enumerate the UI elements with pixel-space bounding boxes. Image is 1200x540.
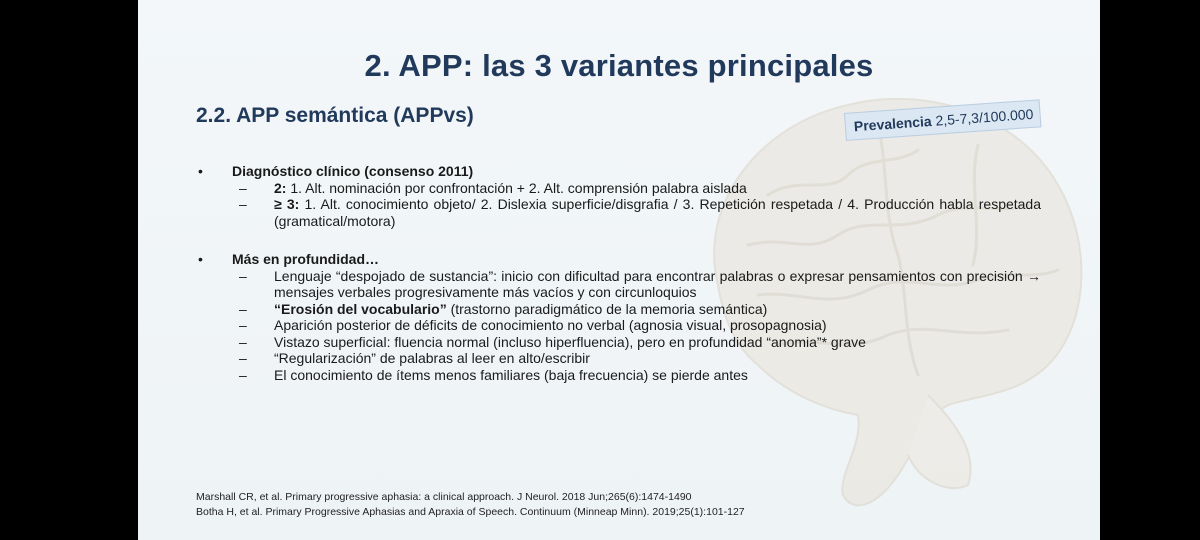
- dash-mark: –: [239, 300, 247, 317]
- dash-mark: –: [239, 333, 247, 350]
- sub-bullet-text: (trastorno paradigmático de la memoria semántica): [450, 300, 768, 317]
- references: [196, 490, 745, 520]
- dash-mark: –: [239, 350, 247, 366]
- sub-bullet: [196, 301, 1041, 318]
- bullet-profundidad: [196, 251, 1041, 268]
- section-subtitle: 2.2. APP semántica (APPvs): [196, 104, 474, 127]
- bullet-mark: •: [198, 163, 203, 179]
- prevalence-label: Prevalencia: [853, 112, 933, 135]
- sub-bullet-lead: ≥ 3:: [274, 196, 300, 212]
- sub-bullet: [196, 268, 1041, 301]
- sub-bullet-text: Vistazo superficial: fluencia normal (incluso hiperfluencia), pero en profundidad “anomia”* grave: [274, 333, 866, 350]
- sub-bullet: [196, 196, 1041, 229]
- sub-bullet-text: Aparición posterior de déficits de conocimiento no verbal (agnosia visual, prosopagnosia): [274, 317, 827, 333]
- dash-mark: –: [239, 317, 247, 333]
- bullet-heading: Más en profundidad…: [232, 251, 379, 267]
- sub-bullet-text: El conocimiento de ítems menos familiares (baja frecuencia) se pierde antes: [274, 366, 748, 383]
- dash-mark: –: [239, 267, 247, 284]
- dash-mark: –: [239, 196, 247, 212]
- sub-bullet: [196, 367, 1041, 384]
- sub-bullet-text-cont: mensajes verbales progresivamente más vacíos y con circunloquios: [274, 284, 697, 300]
- reference-item: Botha H, et al. Primary Progressive Aphasias and Apraxia of Speech. Continuum (Minneap Minn). 2019;25(1):101-127: [196, 506, 745, 518]
- sub-bullet: [196, 334, 1041, 351]
- arrow-icon: →: [1027, 267, 1042, 284]
- sub-bullet-text: Lenguaje “despojado de sustancia”: inicio con dificultad para encontrar palabras o expresar pensamientos con precisión: [274, 267, 1023, 284]
- reference-item: Marshall CR, et al. Primary progressive aphasia: a clinical approach. J Neurol. 2018 Jun;265(6):1474-1490: [196, 491, 692, 503]
- sub-bullet-lead: “Erosión del vocabulario”: [274, 300, 447, 317]
- prevalence-value: 2,5-7,3/100.000: [934, 105, 1034, 129]
- sub-bullet: [196, 317, 1041, 334]
- sub-bullet: [196, 350, 1041, 367]
- sub-bullet-text: “Regularización” de palabras al leer en alto/escribir: [274, 350, 590, 366]
- sub-bullet-lead: 2:: [274, 179, 287, 196]
- sub-bullet: [196, 180, 1041, 197]
- bullet-heading: Diagnóstico clínico (consenso 2011): [232, 163, 474, 179]
- slide: [138, 0, 1100, 540]
- sub-bullet-text: 1. Alt. nominación por confrontación + 2. Alt. comprensión palabra aislada: [290, 179, 747, 196]
- bullet-mark: •: [198, 251, 203, 267]
- bullet-diagnostico: [196, 163, 1041, 180]
- slide-content: [196, 163, 1041, 383]
- dash-mark: –: [239, 179, 247, 196]
- dash-mark: –: [239, 366, 247, 383]
- slide-title: 2. APP: las 3 variantes principales: [364, 48, 874, 83]
- sub-bullet-text: 1. Alt. conocimiento objeto/ 2. Dislexia superficie/disgrafia / 3. Repetición respetada / 4. Producción habla respetada (gramatical/motora): [274, 196, 1042, 229]
